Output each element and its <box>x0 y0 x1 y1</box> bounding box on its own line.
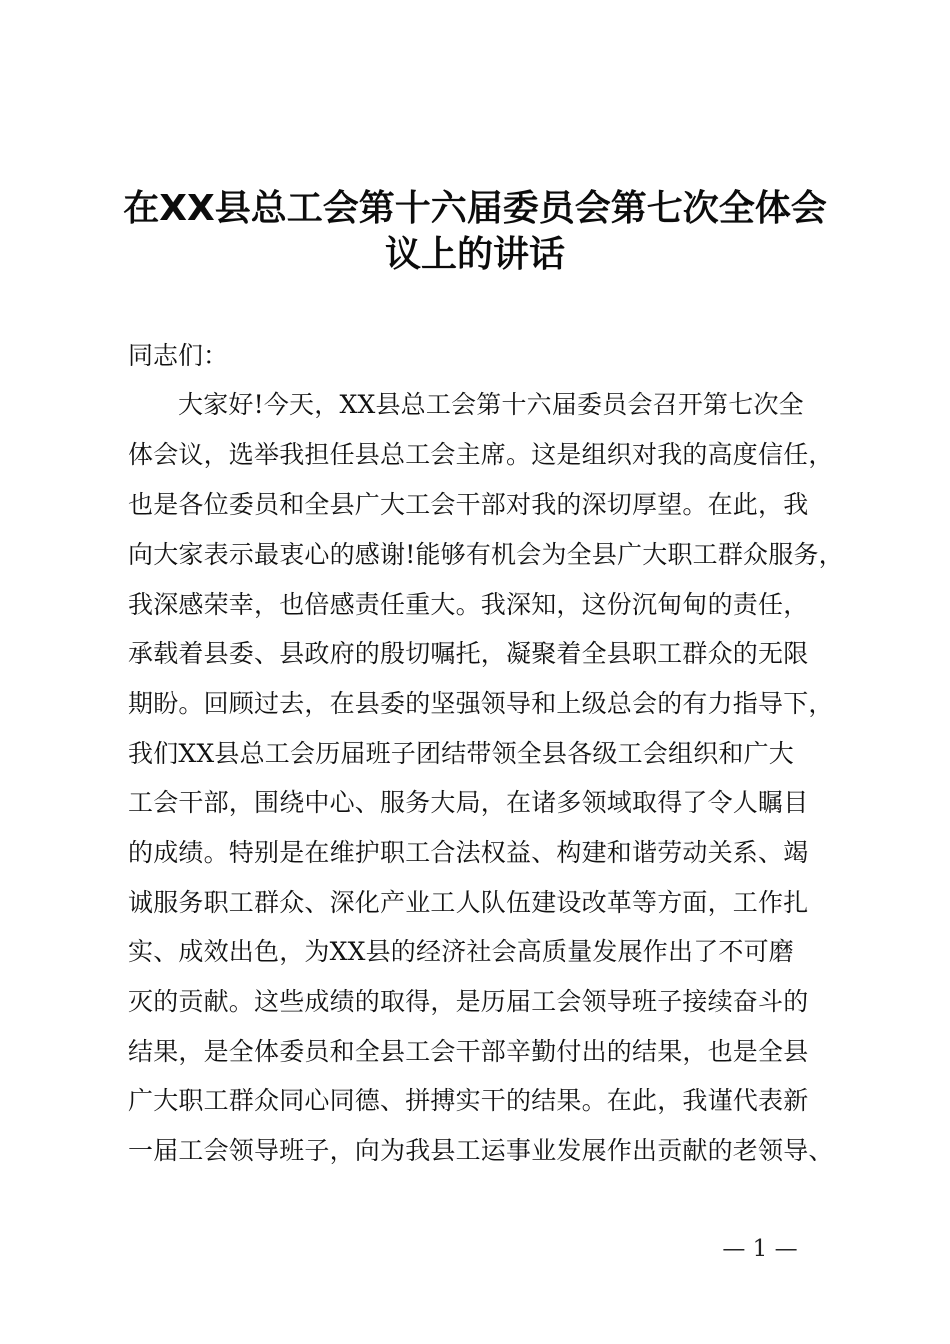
body-line: 体会议，选举我担任县总工会主席。这是组织对我的高度信任， <box>128 440 834 469</box>
salutation: 同志们： <box>128 341 229 370</box>
page-number: — 1 — <box>722 1236 798 1262</box>
body-line: 一届工会领导班子，向为我县工运事业发展作出贡献的老领导、 <box>128 1136 834 1165</box>
body-line: 诚服务职工群众、深化产业工人队伍建设改革等方面，工作扎 <box>128 888 809 917</box>
body-line: 灭的贡献。这些成绩的取得，是历届工会领导班子接续奋斗的 <box>128 987 809 1016</box>
body-line: 的成绩。特别是在维护职工合法权益、构建和谐劳动关系、竭 <box>128 838 809 867</box>
body-line: 工会干部，围绕中心、服务大局，在诸多领域取得了令人瞩目 <box>128 788 809 817</box>
document-title-line-2: 议上的讲话 <box>384 234 565 275</box>
body-line: 也是各位委员和全县广大工会干部对我的深切厚望。在此，我 <box>128 490 809 519</box>
document-title-line-1: 在XX县总工会第十六届委员会第七次全体会 <box>123 188 827 229</box>
body-line: 我们XX县总工会历届班子团结带领全县各级工会组织和广大 <box>128 739 794 768</box>
body-line: 实、成效出色，为XX县的经济社会高质量发展作出了不可磨 <box>128 937 794 966</box>
body-line: 广大职工群众同心同德、拼搏实干的结果。在此，我谨代表新 <box>128 1086 809 1115</box>
body-line: 期盼。回顾过去，在县委的坚强领导和上级总会的有力指导下， <box>128 689 834 718</box>
body-line: 承载着县委、县政府的殷切嘱托，凝聚着全县职工群众的无限 <box>128 639 809 668</box>
body-line: 结果，是全体委员和全县工会干部辛勤付出的结果，也是全县 <box>128 1037 809 1066</box>
body-line: 向大家表示最衷心的感谢!能够有机会为全县广大职工群众服务， <box>128 540 844 569</box>
body-line: 大家好!今天，XX县总工会第十六届委员会召开第七次全 <box>178 390 804 419</box>
body-line: 我深感荣幸，也倍感责任重大。我深知，这份沉甸甸的责任， <box>128 590 809 619</box>
